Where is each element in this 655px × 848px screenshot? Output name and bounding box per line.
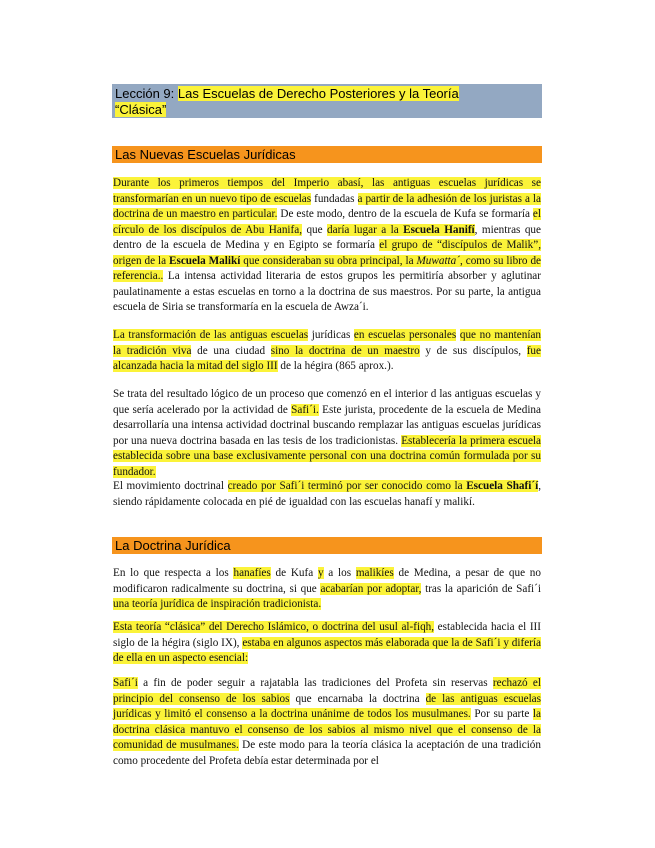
- lesson-title: Las Escuelas de Derecho Posteriores y la Teoría: [177, 86, 459, 101]
- paragraph: Safi´i a fin de poder seguir a rajatabla las tradiciones del Profeta sin reservas rechazó el principio del consenso de los sabios que encarnaba la doctrina de las antiguas escuelas jurídicas y limitó el consenso a la doctrina unánime de todos los musulmanes. Por su parte la doctrina clásica mantuvo el consenso de los sabios al mismo nivel que el consenso de la comunidad de musulmanes. De este modo para la teoría clásica la aceptación de una tradición como procedente del Profeta debía estar determinada por el: [113, 677, 542, 767]
- section-heading-legal-doctrine: [112, 537, 542, 554]
- lesson-title-continued: “Clásica”: [115, 102, 167, 117]
- paragraph: El movimiento doctrinal creado por Safi´i terminó por ser conocido como la Escuela Shafi´í, siendo rápidamente colocada en pié de igualdad con las escuelas hanafí y malikí.: [113, 480, 541, 508]
- paragraph: La transformación de las antiguas escuelas jurídicas en escuelas personales que no mantenían la tradición viva de una ciudad sino la doctrina de un maestro y de sus discípulos, fue alcanzada hacia la mitad del siglo III de la hégira (865 aprox.).: [113, 329, 542, 372]
- paragraph: Se trata del resultado lógico de un proceso que comenzó en el interior d las antiguas escuelas y que sería acelerado por la actividad de Safi´i. Este jurista, procedente de la escuela de Medina desarrollaría una intensa actividad doctrinal buscando remplazar las antiguas escuelas jurídicas por una nueva doctrina basada en las tesis de los tradicionistas. Establecería la primera escuela establecida sobre una base exclusivamente personal con una doctrina común formulada por su fundador.: [113, 388, 541, 478]
- lesson-number: Lección 9:: [115, 86, 178, 101]
- section-title: La Doctrina Jurídica: [115, 538, 231, 553]
- paragraph: Esta teoría “clásica” del Derecho Islámico, o doctrina del usul al-fiqh, establecida hacia el III siglo de la hégira (siglo IX), estaba en algunos aspectos más elaborada que la de Safi´i y difería de ella en un aspecto esencial:: [113, 621, 541, 664]
- section-title: Las Nuevas Escuelas Jurídicas: [115, 147, 296, 162]
- paragraph: En lo que respecta a los hanafíes de Kufa y a los malikíes de Medina, a pesar de que no modificaron radicalmente su doctrina, si que acabarían por adoptar, tras la aparición de Safi´i una teoría jurídica de inspiración tradicionista.: [113, 567, 541, 610]
- lesson-title-banner: [112, 84, 542, 118]
- paragraph: Durante los primeros tiempos del Imperio abasí, las antiguas escuelas jurídicas se transformarían en un nuevo tipo de escuelas fundadas a partir de la adhesión de los juristas a la doctrina de un maestro en particular. De este modo, dentro de la escuela de Kufa se formaría el círculo de los discípulos de Abu Hanifa, que daría lugar a la Escuela Hanifí, mientras que dentro de la escuela de Medina y en Egipto se formaría el grupo de “discípulos de Malik”, origen de la Escuela Malikí que consideraban su obra principal, la Muwatta´, como su libro de referencia.. La intensa actividad literaria de estos grupos les permitiría absorber y aglutinar paulatinamente a estas escuelas en torno a la doctrina de sus maestros. Por su parte, la antigua escuela de Siria se transformaría en la escuela de Awza´i.: [113, 177, 542, 313]
- section-heading-new-schools: [112, 146, 542, 163]
